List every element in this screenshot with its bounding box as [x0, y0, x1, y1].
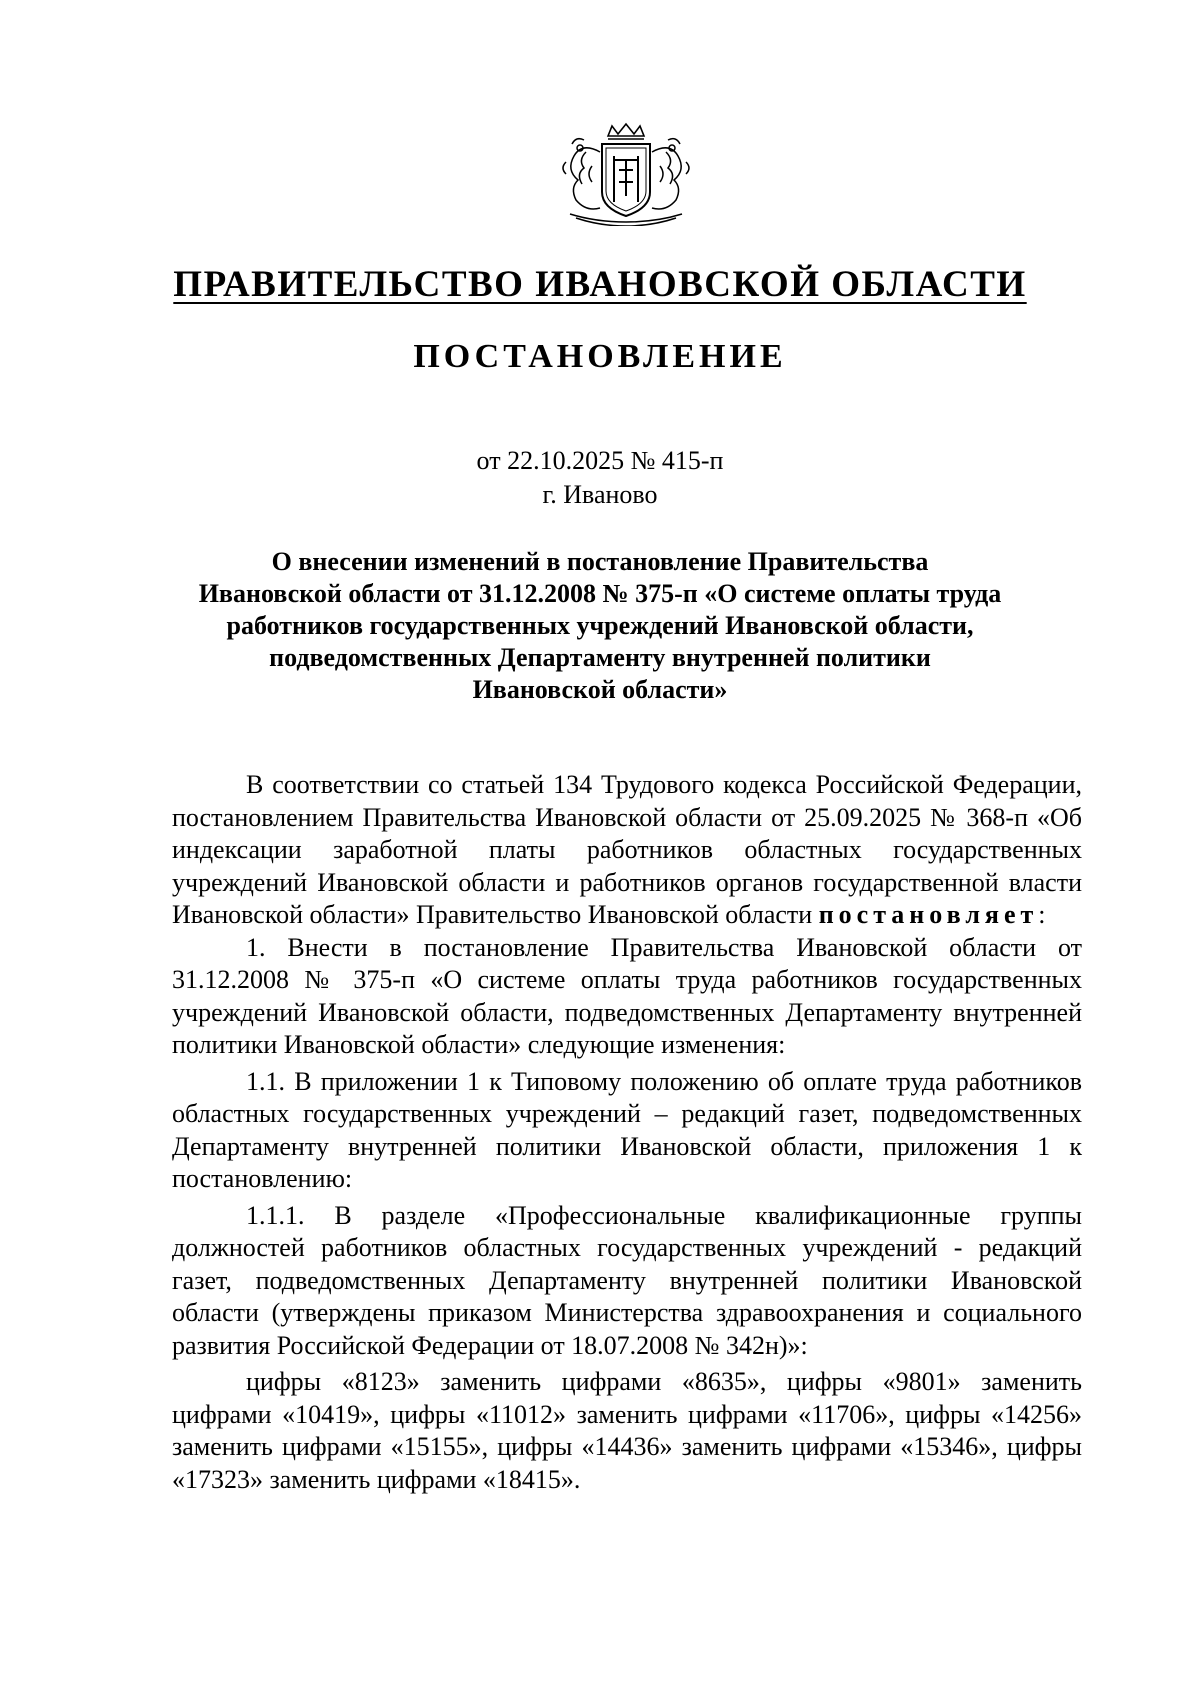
- subject-line: подведомственных Департаменту внутренней политики: [269, 643, 931, 672]
- coat-of-arms-icon: [556, 122, 696, 226]
- document-body: [172, 769, 1082, 1496]
- replacements-paragraph: цифры «8123» заменить цифрами «8635», цифры «9801» заменить цифрами «10419», цифры «11012» заменить цифрами «11706», цифры «14256» заменить цифрами «15155», цифры «14436» заменить цифрами «15346», цифры «17323» заменить цифрами «18415».: [172, 1367, 1082, 1494]
- item-1-paragraph: 1. Внести в постановление Правительства Ивановской области от 31.12.2008 № 375-п «О системе оплаты труда работников государственных учреждений Ивановской области, подведомственных Департаменту внутренней политики Ивановской области» следующие изменения:: [172, 932, 1082, 1059]
- decree-word: постановляет: [818, 900, 1039, 929]
- government-title: ПРАВИТЕЛЬСТВО ИВАНОВСКОЙ ОБЛАСТИ: [173, 264, 1027, 305]
- preamble-paragraph: [172, 769, 1082, 932]
- document-type: ПОСТАНОВЛЕНИЕ: [413, 338, 787, 375]
- item-1-1-1-paragraph: 1.1.1. В разделе «Профессиональные квалификационные группы должностей работников областных государственных учреждений - редакций газет, подведомственных Департаменту внутренней политики Ивановской области (утверждены приказом Министерства здравоохранения и социального развития Российской Федерации от 18.07.2008 № 342н)»:: [172, 1200, 1082, 1360]
- subject-line: О внесении изменений в постановление Правительства: [271, 547, 929, 576]
- document-city: г. Иваново: [542, 480, 658, 509]
- document-subject: [150, 546, 1050, 706]
- subject-line: работников государственных учреждений Ивановской области,: [226, 611, 974, 640]
- preamble-text: В соответствии со статьей 134 Трудового кодекса Российской Федерации, постановлением Правительства Ивановской области от 25.09.2025 № 368-п «Об индексации заработной платы работников областных государственных учреждений Ивановской области и работников органов государственной власти Ивановской области» Правительство Ивановской области: [172, 770, 1082, 929]
- item-1-1-paragraph: 1.1. В приложении 1 к Типовому положению об оплате труда работников областных государственных учреждений – редакций газет, подведомственных Департаменту внутренней политики Ивановской области, приложения 1 к постановлению:: [172, 1066, 1082, 1193]
- document-date-number: от 22.10.2025 № 415-п: [476, 446, 724, 475]
- subject-line: Ивановской области от 31.12.2008 № 375-п «О системе оплаты труда: [198, 579, 1002, 608]
- decree-colon: :: [1038, 900, 1046, 929]
- subject-line: Ивановской области»: [472, 675, 728, 704]
